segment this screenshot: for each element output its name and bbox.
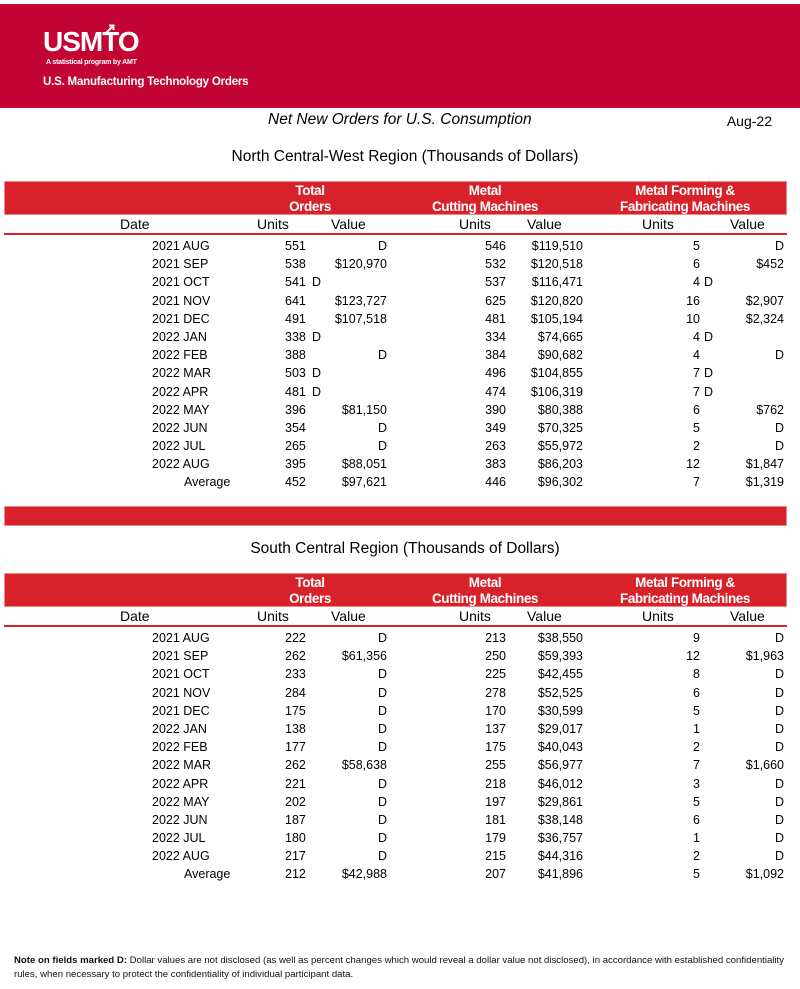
cell-form-value: $762 [756, 402, 784, 417]
cell-date: 2022 JAN [152, 721, 207, 736]
cell-date: 2021 OCT [152, 667, 210, 682]
cell-form-units: 6 [693, 812, 700, 827]
cell-cut-units: 181 [485, 812, 506, 827]
table-row [4, 685, 787, 703]
table-row [4, 812, 787, 830]
col-cut-value: Value [527, 216, 562, 232]
cell-total-value: D [377, 631, 387, 645]
average-row [4, 474, 787, 492]
cell-total-units: 396 [285, 402, 306, 417]
cell-cut-units: 250 [485, 649, 506, 664]
cell-total-value: D [312, 329, 322, 344]
cell-total-units: 217 [285, 849, 306, 864]
table-row [4, 384, 787, 402]
cell-total-value: D [377, 849, 387, 864]
cell-form-units: 16 [686, 293, 700, 308]
cell-form-units: 2 [693, 849, 700, 864]
table-row [4, 456, 787, 474]
cell-form-units: 8 [693, 667, 700, 682]
cell-form-units: 10 [686, 311, 700, 326]
cell-cut-value: $42,455 [537, 667, 583, 682]
cell-date: 2022 JUN [152, 812, 208, 827]
col-date: Date [120, 216, 150, 232]
cell-cut-value: $120,820 [530, 293, 583, 308]
cell-cut-units: 137 [485, 721, 506, 736]
cell-form-value: D [774, 794, 784, 809]
table-row [4, 739, 787, 757]
table-row [4, 848, 787, 866]
cell-total-value: D [377, 794, 387, 809]
footnote-text: Dollar values are not disclosed (as well as percent changes which would reveal a dollar value not disclosed), in accordance with established confidentiality rules, when necessary to protect the confidentiality of individual participant data. [14, 955, 785, 980]
cell-total-units: 265 [285, 439, 306, 454]
cell-form-units: 7 [693, 384, 700, 399]
cell-cut-value: $59,393 [537, 649, 583, 664]
cell-form-value: D [774, 348, 784, 363]
table-row [4, 365, 787, 383]
cell-form-value: D [774, 667, 784, 682]
region-table-south-central [4, 573, 787, 885]
col-total-units: Units [257, 608, 289, 624]
table-row [4, 311, 787, 329]
cell-average-label: Average [184, 867, 231, 882]
cell-total-units: 180 [285, 831, 306, 846]
cell-total-value: D [312, 384, 322, 399]
col-cut-value: Value [527, 608, 562, 624]
table-row [4, 402, 787, 420]
cell-form-value: D [774, 439, 784, 454]
cell-cut-units: 625 [485, 293, 506, 308]
cell-date: 2021 AUG [152, 631, 210, 645]
column-headers [4, 607, 787, 627]
cell-date: 2022 MAY [152, 794, 210, 809]
cell-cut-value: $38,148 [537, 812, 583, 827]
cell-cut-value: $74,665 [537, 329, 583, 344]
cell-form-value: D [774, 740, 784, 755]
cell-form-value: D [774, 703, 784, 718]
cell-form-units: 7 [693, 475, 700, 490]
col-total-units: Units [257, 216, 289, 232]
cell-form-value: D [774, 631, 784, 645]
cell-cut-units: 390 [485, 402, 506, 417]
cell-total-units: 541 [285, 275, 306, 290]
cell-cut-value: $104,855 [530, 366, 583, 381]
cell-cut-value: $46,012 [537, 776, 583, 791]
cell-cut-value: $41,896 [537, 867, 583, 882]
cell-form-value: $1,847 [745, 457, 784, 472]
cell-cut-units: 481 [485, 311, 506, 326]
table-row [4, 256, 787, 274]
cell-total-value: $120,970 [334, 257, 387, 272]
cell-date: 2022 MAR [152, 758, 212, 773]
cell-cut-units: 532 [485, 257, 506, 272]
report-date: Aug-22 [726, 113, 772, 129]
cell-form-value: D [774, 776, 784, 791]
cell-cut-value: $86,203 [537, 457, 583, 472]
cell-total-value: $97,621 [341, 475, 387, 490]
cell-total-value: $123,727 [334, 293, 387, 308]
cell-form-units: 6 [693, 402, 700, 417]
cell-form-units: 9 [693, 631, 700, 645]
cell-cut-value: $56,977 [537, 758, 583, 773]
cell-form-units: 5 [693, 239, 700, 253]
cell-form-value: D [704, 366, 714, 381]
table-row [4, 420, 787, 438]
cell-form-value: D [774, 685, 784, 700]
group-metal-forming: Metal Forming & Fabricating Machines [619, 183, 751, 214]
cell-cut-value: $119,510 [531, 239, 583, 253]
cell-cut-value: $29,861 [537, 794, 583, 809]
cell-total-units: 354 [285, 420, 306, 435]
table-row [4, 776, 787, 794]
cell-form-units: 5 [693, 794, 700, 809]
cell-total-value: $107,518 [334, 311, 387, 326]
cell-date: 2021 SEP [152, 257, 209, 272]
cell-date: 2021 OCT [152, 275, 210, 290]
cell-total-units: 187 [285, 812, 306, 827]
cell-date: 2021 DEC [152, 703, 210, 718]
cell-form-units: 4 [693, 275, 700, 290]
cell-cut-value: $40,043 [537, 740, 583, 755]
cell-cut-value: $30,599 [537, 703, 583, 718]
cell-form-units: 5 [693, 867, 700, 882]
cell-form-value: $452 [756, 257, 784, 272]
table-row [4, 329, 787, 347]
cell-total-value: D [312, 366, 322, 381]
cell-form-units: 12 [686, 649, 700, 664]
table-row [4, 238, 787, 256]
table-row [4, 721, 787, 739]
cell-form-value: D [774, 831, 784, 846]
cell-cut-value: $120,518 [530, 257, 583, 272]
cell-total-units: 175 [285, 703, 306, 718]
cell-cut-value: $38,550 [537, 631, 583, 645]
cell-form-units: 5 [693, 703, 700, 718]
cell-form-value: D [774, 812, 784, 827]
cell-form-units: 6 [693, 685, 700, 700]
cell-total-value: D [377, 812, 387, 827]
header-banner [0, 4, 800, 108]
cell-form-value: D [774, 420, 784, 435]
cell-total-value: D [377, 721, 387, 736]
footnote [14, 954, 784, 982]
table-row [4, 794, 787, 812]
cell-cut-units: 384 [485, 348, 506, 363]
cell-total-value: D [377, 740, 387, 755]
cell-total-units: 262 [285, 758, 306, 773]
region-title: North Central-West Region (Thousands of Dollars) [231, 148, 579, 165]
cell-cut-value: $44,316 [537, 849, 583, 864]
cell-total-units: 641 [285, 293, 306, 308]
cell-total-value: $58,638 [341, 758, 387, 773]
cell-cut-units: 278 [485, 685, 506, 700]
cell-form-units: 5 [693, 420, 700, 435]
cell-form-units: 6 [693, 257, 700, 272]
cell-date: 2022 APR [152, 776, 209, 791]
cell-date: 2022 JUL [152, 439, 206, 454]
cell-form-units: 7 [693, 366, 700, 381]
table-row [4, 274, 787, 292]
cell-cut-units: 255 [485, 758, 506, 773]
cell-form-value: D [774, 849, 784, 864]
cell-total-value: D [377, 667, 387, 682]
cell-total-units: 222 [285, 631, 306, 645]
cell-cut-units: 496 [485, 366, 506, 381]
table-row [4, 666, 787, 684]
table-row [4, 757, 787, 775]
table-row [4, 830, 787, 848]
cell-cut-units: 263 [485, 439, 506, 454]
cell-total-value: $42,988 [341, 867, 387, 882]
cell-cut-units: 213 [485, 631, 506, 645]
cell-form-value: $1,092 [745, 867, 784, 882]
group-metal-forming: Metal Forming & Fabricating Machines [619, 575, 751, 606]
cell-form-units: 4 [693, 348, 700, 363]
cell-total-units: 491 [285, 311, 306, 326]
cell-cut-units: 179 [485, 831, 506, 846]
col-total-value: Value [331, 608, 366, 624]
region-title: South Central Region (Thousands of Dollars) [250, 540, 560, 557]
section-separator-bar [4, 506, 787, 526]
table-row [4, 347, 787, 365]
cell-total-value: D [377, 703, 387, 718]
cell-total-value: D [377, 239, 387, 253]
table-row [4, 630, 787, 648]
cell-date: 2022 AUG [152, 849, 210, 864]
cell-total-units: 503 [285, 366, 306, 381]
cell-total-value: $88,051 [341, 457, 387, 472]
cell-cut-value: $52,525 [537, 685, 583, 700]
cell-form-units: 2 [693, 439, 700, 454]
cell-total-units: 221 [285, 776, 306, 791]
cell-date: 2022 MAR [152, 366, 212, 381]
col-date: Date [120, 608, 150, 624]
cell-total-value: $61,356 [341, 649, 387, 664]
cell-total-units: 388 [285, 348, 306, 363]
col-form-units: Units [642, 216, 674, 232]
cell-total-units: 177 [285, 740, 306, 755]
cell-total-value: D [377, 685, 387, 700]
col-form-units: Units [642, 608, 674, 624]
cell-form-units: 4 [693, 329, 700, 344]
cell-form-units: 12 [686, 457, 700, 472]
cell-form-value: D [704, 384, 714, 399]
cell-date: 2022 FEB [152, 348, 208, 363]
cell-total-value: D [377, 420, 387, 435]
group-metal-cutting: Metal Cutting Machines [431, 183, 539, 214]
cell-form-units: 2 [693, 740, 700, 755]
cell-total-units: 452 [285, 475, 306, 490]
cell-form-value: D [704, 275, 714, 290]
cell-total-value: D [377, 439, 387, 454]
cell-cut-units: 175 [485, 740, 506, 755]
cell-total-units: 262 [285, 649, 306, 664]
cell-cut-units: 383 [485, 457, 506, 472]
cell-cut-units: 207 [485, 867, 506, 882]
cell-date: 2022 JUL [152, 831, 206, 846]
cell-cut-value: $106,319 [530, 384, 583, 399]
cell-total-units: 212 [285, 867, 306, 882]
cell-total-value: D [312, 275, 322, 290]
cell-form-value: D [774, 721, 784, 736]
cell-form-value: $2,907 [745, 293, 784, 308]
cell-total-units: 551 [285, 239, 306, 253]
cell-cut-value: $90,682 [537, 348, 583, 363]
cell-cut-units: 218 [485, 776, 506, 791]
table-row [4, 703, 787, 721]
average-row [4, 866, 787, 884]
cell-form-units: 1 [693, 721, 700, 736]
col-cut-units: Units [459, 216, 491, 232]
cell-total-value: D [377, 776, 387, 791]
cell-date: 2021 NOV [152, 293, 211, 308]
footnote-label: Note on fields marked D: [14, 955, 128, 966]
cell-form-value: $1,660 [745, 758, 784, 773]
cell-cut-value: $36,757 [537, 831, 583, 846]
cell-total-value: $81,150 [341, 402, 387, 417]
logo-subtitle: A statistical program by AMT [46, 59, 137, 66]
cell-cut-units: 546 [485, 239, 506, 253]
cell-form-value: D [704, 329, 714, 344]
cell-cut-value: $105,194 [530, 311, 583, 326]
cell-cut-value: $96,302 [537, 475, 583, 490]
cell-date: 2021 SEP [152, 649, 209, 664]
cell-date: 2022 AUG [152, 457, 210, 472]
col-total-value: Value [331, 216, 366, 232]
table-row [4, 438, 787, 456]
col-cut-units: Units [459, 608, 491, 624]
cell-total-value: D [377, 348, 387, 363]
region-table-north-central-west [4, 181, 787, 493]
group-total-orders: Total Orders [289, 183, 331, 214]
cell-total-value: D [377, 831, 387, 846]
table-row [4, 648, 787, 666]
cell-form-value: D [774, 239, 784, 253]
cell-average-label: Average [184, 475, 231, 490]
table-group-header [4, 181, 787, 215]
cell-date: 2021 NOV [152, 685, 211, 700]
col-form-value: Value [730, 216, 765, 232]
report-title: Net New Orders for U.S. Consumption [268, 111, 532, 128]
cell-cut-value: $116,471 [531, 275, 583, 290]
cell-cut-units: 537 [485, 275, 506, 290]
cell-date: 2021 DEC [152, 311, 210, 326]
cell-date: 2022 FEB [152, 740, 208, 755]
cell-total-units: 284 [285, 685, 306, 700]
banner-title: U.S. Manufacturing Technology Orders [43, 76, 249, 88]
column-headers [4, 215, 787, 235]
cell-cut-units: 215 [485, 849, 506, 864]
cell-total-units: 202 [285, 794, 306, 809]
cell-total-units: 138 [285, 721, 306, 736]
col-form-value: Value [730, 608, 765, 624]
group-total-orders: Total Orders [289, 575, 331, 606]
cell-cut-units: 446 [485, 475, 506, 490]
cell-total-units: 538 [285, 257, 306, 272]
cell-cut-units: 349 [485, 420, 506, 435]
cell-cut-value: $55,972 [537, 439, 583, 454]
cell-total-units: 481 [285, 384, 306, 399]
cell-total-units: 338 [285, 329, 306, 344]
table-group-header [4, 573, 787, 607]
cell-cut-units: 474 [485, 384, 506, 399]
cell-form-value: $1,963 [745, 649, 784, 664]
cell-form-units: 3 [693, 776, 700, 791]
cell-cut-units: 197 [485, 794, 506, 809]
cell-cut-units: 334 [485, 329, 506, 344]
cell-date: 2022 MAY [152, 402, 210, 417]
cell-total-units: 395 [285, 457, 306, 472]
cell-date: 2022 APR [152, 384, 209, 399]
upward-arrow-icon [105, 24, 115, 34]
cell-date: 2021 AUG [152, 239, 210, 253]
cell-cut-value: $70,325 [537, 420, 583, 435]
cell-cut-units: 170 [485, 703, 506, 718]
cell-form-units: 1 [693, 831, 700, 846]
usmto-logo: USMTO [43, 26, 139, 57]
cell-cut-value: $80,388 [537, 402, 583, 417]
cell-cut-value: $29,017 [537, 721, 583, 736]
cell-form-units: 7 [693, 758, 700, 773]
cell-form-value: $2,324 [745, 311, 784, 326]
table-row [4, 293, 787, 311]
cell-date: 2022 JAN [152, 329, 207, 344]
group-metal-cutting: Metal Cutting Machines [431, 575, 539, 606]
cell-form-value: $1,319 [745, 475, 784, 490]
cell-cut-units: 225 [485, 667, 506, 682]
cell-date: 2022 JUN [152, 420, 208, 435]
cell-total-units: 233 [285, 667, 306, 682]
